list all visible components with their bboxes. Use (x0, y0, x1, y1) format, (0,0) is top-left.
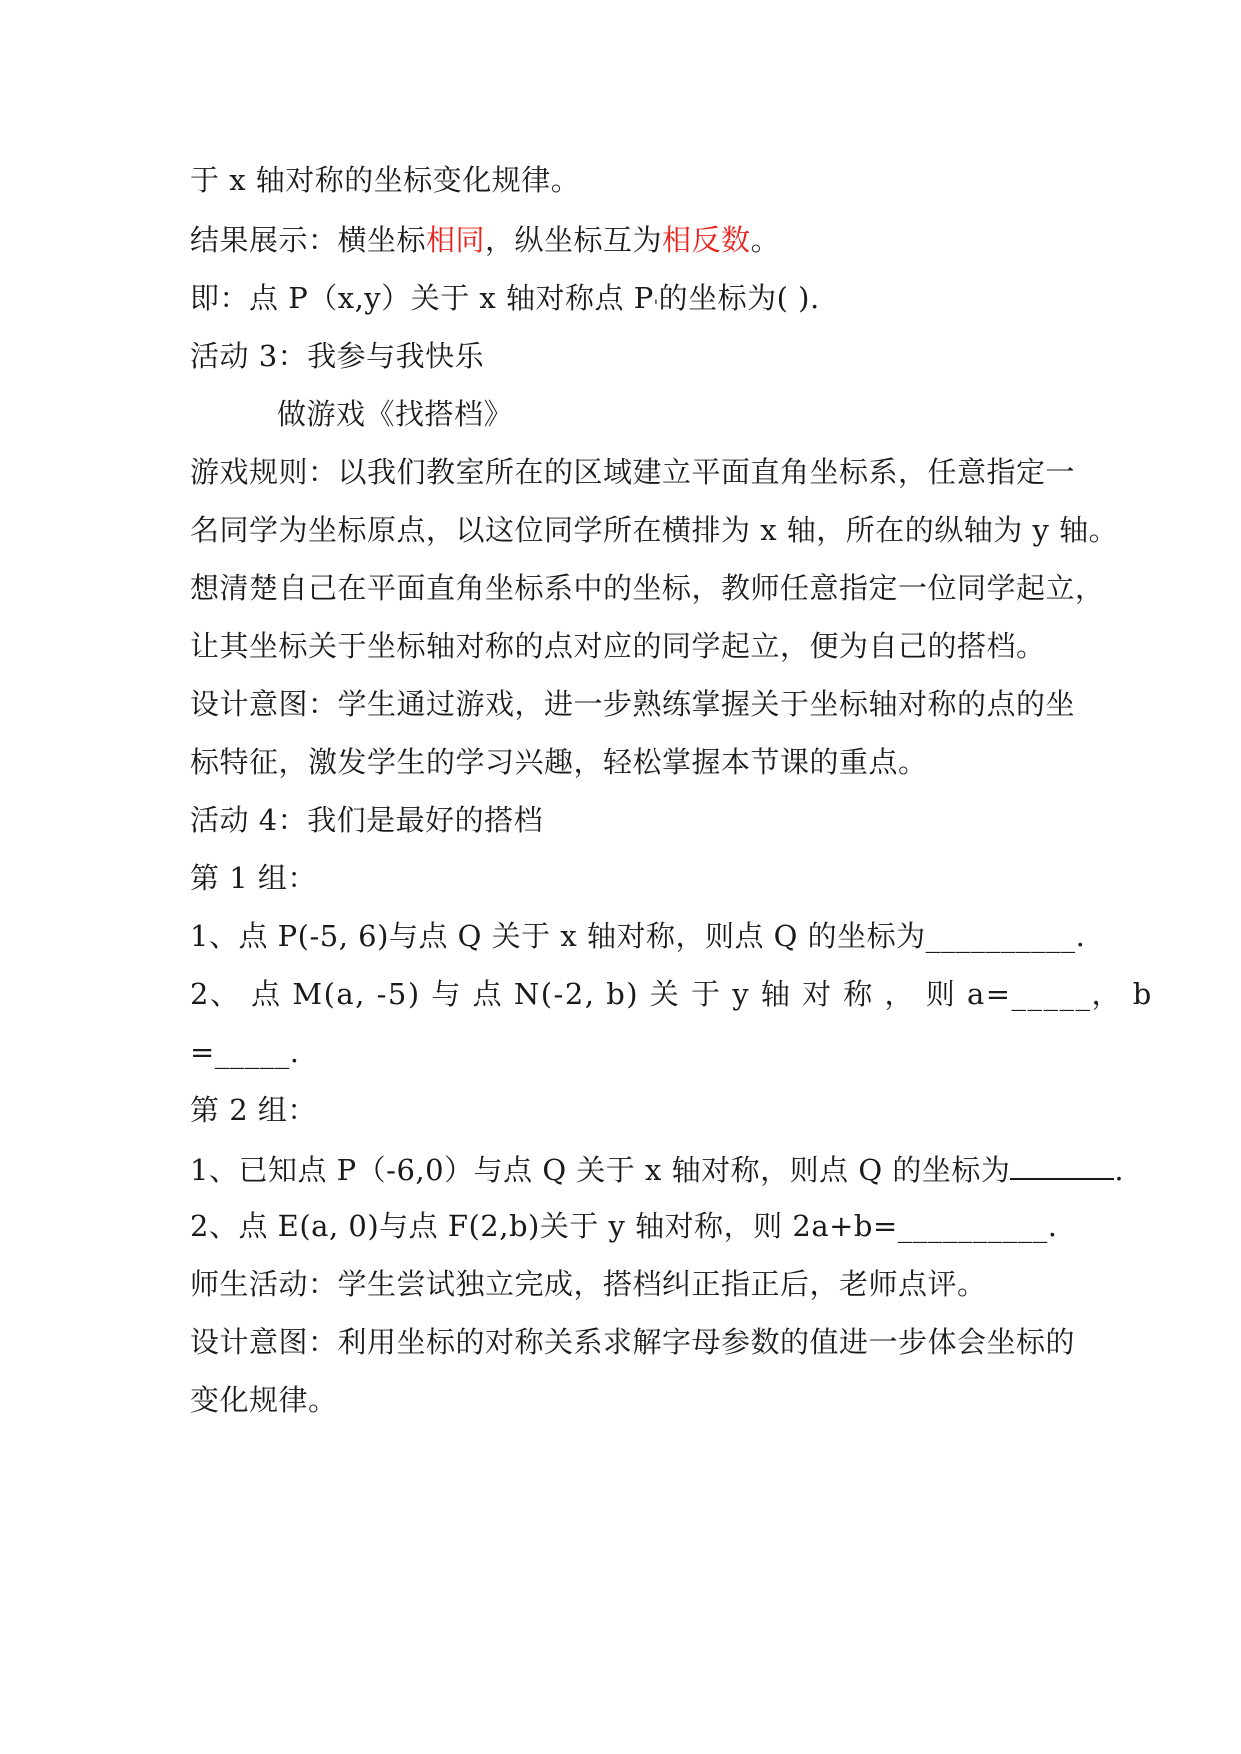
activity-4-heading (190, 800, 1070, 840)
game-rules-text-3: 想清楚自己在平面直角坐标系中的坐标，教师任意指定一位同学起立， (190, 571, 1105, 605)
result-end: 。 (750, 223, 781, 257)
design-intent-2-line-1 (190, 1322, 1076, 1362)
statement-start: 即：点 P（x,y）关于 x 轴对称点 P (190, 281, 654, 315)
group-2-title: 第 2 组： (190, 1093, 317, 1127)
highlight-same: 相同 (426, 223, 486, 257)
game-title: 做游戏《找搭档》 (277, 397, 514, 431)
design-intent-2-line-2 (190, 1380, 1070, 1420)
design-intent-line-1 (190, 684, 1076, 724)
answer-blank (1010, 1148, 1114, 1180)
prime-mark: ' (653, 296, 659, 315)
activity-4-title: 活动 4：我们是最好的搭档 (190, 803, 544, 837)
activity-3-title: 活动 3：我参与我快乐 (190, 339, 485, 373)
game-rules-text-1: 游戏规则：以我们教室所在的区域建立平面直角坐标系，任意指定一 (190, 455, 1076, 489)
game-rules-text-4: 让其坐标关于坐标轴对称的点对应的同学起立，便为自己的搭档。 (190, 629, 1046, 663)
group-1-question-2 (190, 974, 1153, 1014)
game-rules-line-1 (190, 452, 1076, 492)
result-middle: ，纵坐标互为 (485, 223, 663, 257)
question-text: 1、点 P(-5, 6)与点 Q 关于 x 轴对称，则点 Q 的坐标为__________. (190, 919, 1086, 953)
game-rules-line-3 (190, 568, 1105, 608)
design-intent-text-3: 设计意图：利用坐标的对称关系求解字母参数的值进一步体会坐标的 (190, 1325, 1076, 1359)
group-1-question-1 (190, 916, 1086, 956)
group-2-question-1 (190, 1148, 1125, 1190)
result-display (190, 220, 1070, 260)
question-end: . (1114, 1153, 1125, 1187)
design-intent-text-4: 变化规律。 (190, 1383, 338, 1417)
question-text: 2、点 E(a, 0)与点 F(2,b)关于 y 轴对称，则 2a+b=__________. (190, 1209, 1058, 1243)
group-2-question-2 (190, 1206, 1070, 1246)
design-intent-text-1: 设计意图：学生通过游戏，进一步熟练掌握关于坐标轴对称的点的坐 (190, 687, 1076, 721)
teacher-student-activity (190, 1264, 1070, 1304)
design-intent-text-2: 标特征，激发学生的学习兴趣，轻松掌握本节课的重点。 (190, 745, 928, 779)
design-intent-line-2 (190, 742, 1070, 782)
point-symmetry-statement (190, 278, 1070, 326)
question-text: 2、 点 M(a, -5) 与 点 N(-2, b) 关 于 y 轴 对 称 ， 则 a=_____， b (190, 977, 1153, 1011)
activity-3-heading (190, 336, 1070, 376)
question-text: =_____. (190, 1035, 300, 1069)
text-x-axis-rule: 于 x 轴对称的坐标变化规律。 (190, 163, 581, 197)
game-rules-line-2 (190, 510, 1119, 550)
statement-end: 的坐标为( ). (658, 281, 820, 315)
activity-text: 师生活动：学生尝试独立完成，搭档纠正指正后，老师点评。 (190, 1267, 987, 1301)
group-1-heading (190, 858, 1070, 898)
group-1-title: 第 1 组： (190, 861, 317, 895)
highlight-opposite: 相反数 (662, 223, 751, 257)
group-1-question-2-cont (190, 1032, 1070, 1072)
game-title-line (277, 394, 1157, 434)
game-rules-line-4 (190, 626, 1070, 666)
result-label: 结果展示：横坐标 (190, 223, 427, 257)
paragraph-continuation (190, 160, 1070, 200)
question-text: 1、已知点 P（-6,0）与点 Q 关于 x 轴对称，则点 Q 的坐标为 (190, 1153, 1011, 1187)
game-rules-text-2: 名同学为坐标原点，以这位同学所在横排为 x 轴，所在的纵轴为 y 轴。 (190, 513, 1119, 547)
group-2-heading (190, 1090, 1070, 1130)
